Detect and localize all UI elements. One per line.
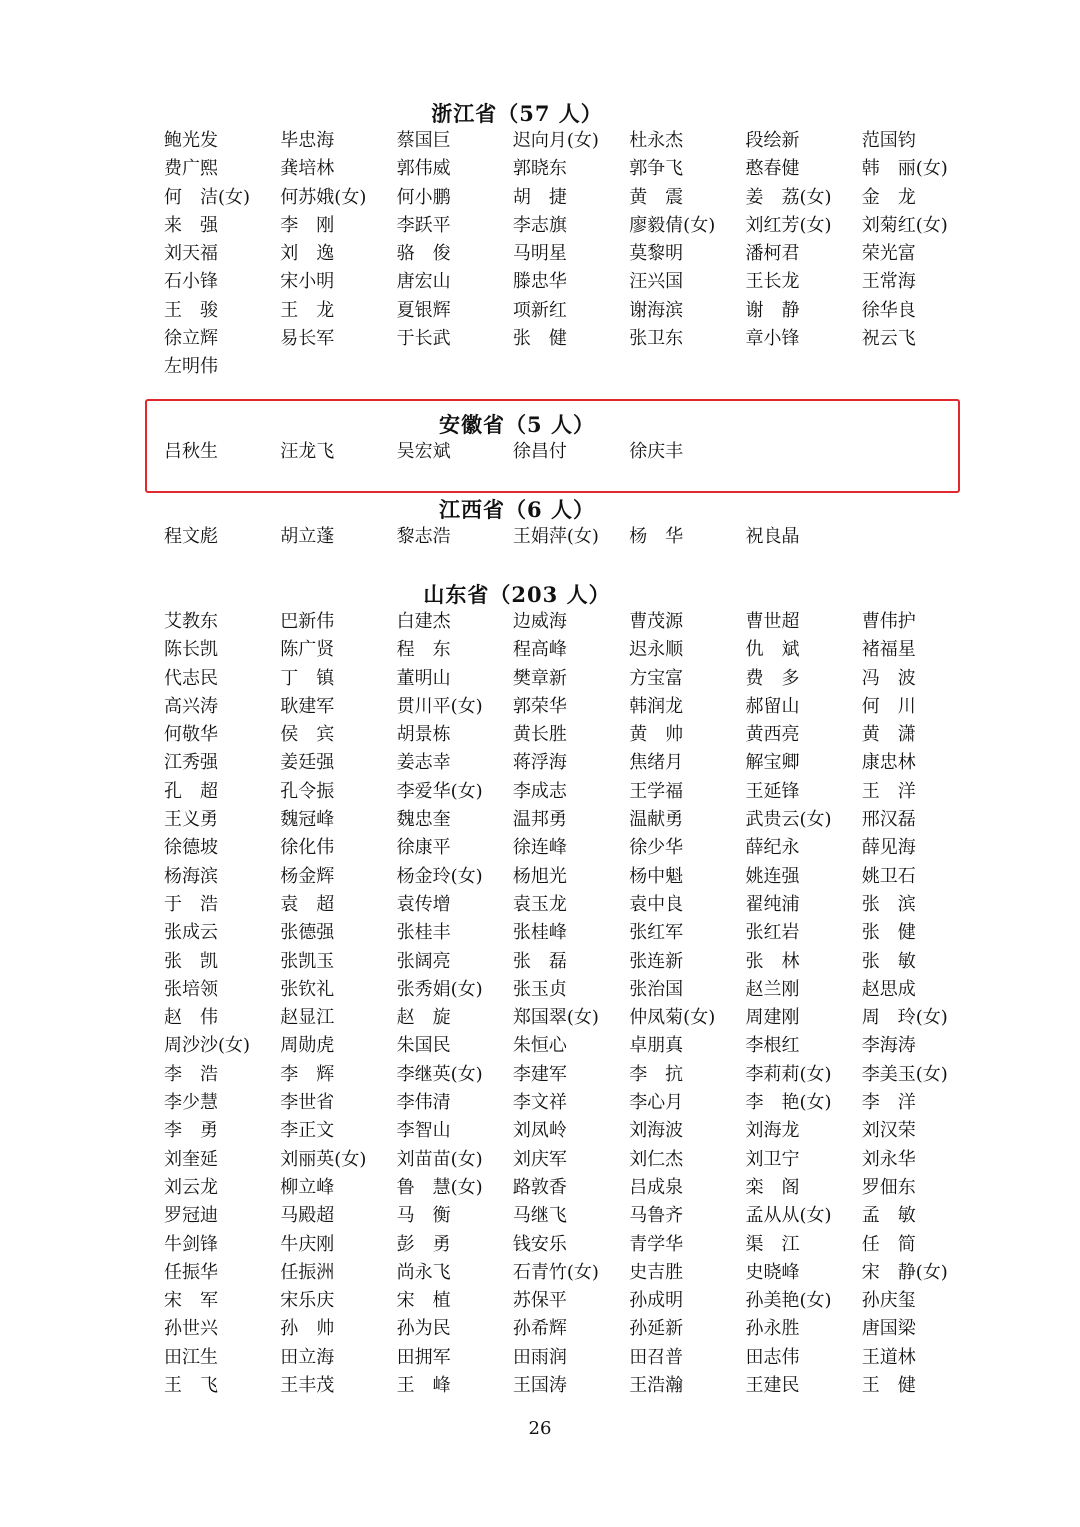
name-entry: 张治国 <box>629 978 684 1000</box>
name-entry: 董明山 <box>396 667 451 689</box>
name-entry: 青学华 <box>629 1233 684 1255</box>
name-entry: 王学福 <box>629 780 684 802</box>
name-entry: 郑国翠(女) <box>512 1007 599 1029</box>
name-entry: 李根红 <box>745 1035 800 1057</box>
name-entry: 郭晓东 <box>512 158 567 180</box>
name-entry: 田拥军 <box>396 1346 451 1368</box>
name-entry: 彭 勇 <box>396 1233 451 1255</box>
name-entry: 渠 江 <box>745 1233 800 1255</box>
name-entry: 丁 镇 <box>280 667 335 689</box>
name-entry: 樊章新 <box>512 667 567 689</box>
name-entry: 张 林 <box>745 950 800 972</box>
name-entry: 徐化伟 <box>280 837 335 859</box>
name-entry: 周沙沙(女) <box>164 1035 251 1057</box>
name-entry: 唐国梁 <box>861 1318 916 1340</box>
name-entry: 鲁 慧(女) <box>396 1176 483 1198</box>
name-entry: 孔 超 <box>164 780 218 802</box>
name-entry: 曹世超 <box>745 611 800 632</box>
name-entry: 孙美艳(女) <box>745 1290 832 1312</box>
name-entry: 孙成明 <box>629 1290 684 1312</box>
name-entry: 曹伟护 <box>861 611 916 632</box>
name-entry: 杜永杰 <box>629 130 684 151</box>
name-entry: 刘永华 <box>861 1148 916 1170</box>
name-entry: 憨春健 <box>745 158 800 180</box>
name-entry: 曹茂源 <box>629 611 684 632</box>
name-entry: 马鲁齐 <box>629 1205 684 1227</box>
name-entry: 王建民 <box>745 1375 800 1397</box>
name-entry: 刘 逸 <box>280 243 335 265</box>
name-entry: 陈广贤 <box>280 639 335 661</box>
name-entry: 何敬华 <box>164 724 218 746</box>
name-entry: 仇 斌 <box>745 639 800 661</box>
name-entry: 赵兰刚 <box>745 978 800 1000</box>
name-entry: 张 凯 <box>164 950 218 972</box>
name-entry: 袁 超 <box>280 893 335 915</box>
name-entry: 刘云龙 <box>164 1176 218 1198</box>
name-entry: 钱安乐 <box>512 1233 567 1255</box>
name-entry: 张卫东 <box>629 328 684 350</box>
name-entry: 袁传增 <box>396 893 451 915</box>
name-entry: 路敦香 <box>512 1176 567 1198</box>
name-entry: 李成志 <box>512 780 567 802</box>
name-entry: 贯川平(女) <box>396 695 483 717</box>
name-entry: 杨中魁 <box>629 865 684 887</box>
name-entry: 王丰茂 <box>280 1375 335 1397</box>
highlight-box <box>145 399 960 493</box>
name-entry: 王浩瀚 <box>629 1375 684 1397</box>
name-entry: 李正文 <box>280 1120 335 1142</box>
name-entry: 仲凤菊(女) <box>629 1007 716 1029</box>
name-entry: 何小鹏 <box>396 186 451 208</box>
name-entry: 王道林 <box>861 1346 916 1368</box>
name-entry: 刘海龙 <box>745 1120 800 1142</box>
name-entry: 王娟萍(女) <box>512 526 599 547</box>
name-grid <box>164 127 978 382</box>
name-entry: 方宝富 <box>629 667 684 689</box>
name-entry: 张红岩 <box>745 922 800 944</box>
name-entry: 左明伟 <box>164 356 218 378</box>
name-entry: 黄 潇 <box>861 724 916 746</box>
name-entry: 李 抗 <box>629 1063 684 1085</box>
name-entry: 江秀强 <box>164 752 218 774</box>
name-entry: 金 龙 <box>861 186 916 208</box>
name-entry: 田江生 <box>164 1346 218 1368</box>
name-entry: 张桂峰 <box>512 922 567 944</box>
name-entry: 汪兴国 <box>629 271 684 293</box>
name-entry: 赵思成 <box>861 978 916 1000</box>
name-entry: 祝良晶 <box>745 526 800 547</box>
name-entry: 孙庆玺 <box>861 1290 916 1312</box>
name-entry: 孔令振 <box>280 780 335 802</box>
name-entry: 夏银辉 <box>396 299 451 321</box>
name-entry: 滕忠华 <box>512 271 567 293</box>
name-entry: 程文彪 <box>164 526 218 547</box>
name-entry: 费广熙 <box>164 158 218 180</box>
name-entry: 李文祥 <box>512 1092 567 1114</box>
name-entry: 张桂丰 <box>396 922 451 944</box>
name-entry: 刘凤岭 <box>512 1120 567 1142</box>
name-entry: 孙延新 <box>629 1318 684 1340</box>
name-entry: 韩润龙 <box>629 695 684 717</box>
name-entry: 徐庆丰 <box>629 441 684 462</box>
name-entry: 薛见海 <box>861 837 916 859</box>
name-entry: 张玉贞 <box>512 978 567 1000</box>
name-entry: 潘柯君 <box>745 243 800 265</box>
name-entry: 罗佃东 <box>861 1176 916 1198</box>
name-entry: 刘卫宁 <box>745 1148 800 1170</box>
name-entry: 郭争飞 <box>629 158 684 180</box>
name-entry: 张 健 <box>512 328 567 350</box>
name-entry: 刘菊红(女) <box>861 214 948 236</box>
name-entry: 段绘新 <box>745 130 800 151</box>
name-entry: 张 滨 <box>861 893 916 915</box>
name-entry: 姜廷强 <box>280 752 335 774</box>
name-entry: 冯 波 <box>861 667 916 689</box>
name-entry: 项新红 <box>512 299 567 321</box>
name-entry: 尚永飞 <box>396 1261 451 1283</box>
name-entry: 徐少华 <box>629 837 684 859</box>
name-entry: 柳立峰 <box>280 1176 335 1198</box>
name-entry: 李心月 <box>629 1092 684 1114</box>
name-entry: 刘奎延 <box>164 1148 218 1170</box>
name-entry: 王延锋 <box>745 780 800 802</box>
name-entry: 黄西亮 <box>745 724 800 746</box>
name-entry: 边威海 <box>512 611 567 632</box>
name-entry: 张秀娟(女) <box>396 978 483 1000</box>
name-entry: 栾 阁 <box>745 1176 800 1198</box>
name-entry: 翟纯浦 <box>745 893 800 915</box>
name-entry: 赵 伟 <box>164 1007 218 1029</box>
name-entry: 解宝卿 <box>745 752 800 774</box>
name-entry: 于长武 <box>396 328 451 350</box>
name-entry: 徐立辉 <box>164 328 218 350</box>
name-entry: 张培领 <box>164 978 218 1000</box>
name-entry: 田志伟 <box>745 1346 800 1368</box>
name-entry: 姚连强 <box>745 865 800 887</box>
name-entry: 宋乐庆 <box>280 1290 335 1312</box>
name-entry: 牛剑锋 <box>164 1233 218 1255</box>
name-entry: 温献勇 <box>629 809 684 831</box>
name-entry: 祝云飞 <box>861 328 916 350</box>
name-entry: 李 辉 <box>280 1063 335 1085</box>
name-entry: 郭伟威 <box>396 158 451 180</box>
name-entry: 胡立蓬 <box>280 526 335 547</box>
name-entry: 孟 敏 <box>861 1205 916 1227</box>
name-entry: 卓朋真 <box>629 1035 684 1057</box>
name-entry: 姜 荔(女) <box>745 186 832 208</box>
name-entry: 任 简 <box>861 1233 916 1255</box>
name-entry: 杨金玲(女) <box>396 865 483 887</box>
section-title: 江西省（6 人） <box>439 497 595 522</box>
name-entry: 徐德坡 <box>164 837 218 859</box>
name-entry: 莫黎明 <box>629 243 684 265</box>
name-entry: 温邦勇 <box>512 809 567 831</box>
name-entry: 马殿超 <box>280 1205 335 1227</box>
name-entry: 焦绪月 <box>629 752 684 774</box>
name-entry: 刘海波 <box>629 1120 684 1142</box>
name-entry: 张 敏 <box>861 950 916 972</box>
name-entry: 王 飞 <box>164 1375 218 1397</box>
name-entry: 张钦礼 <box>280 978 335 1000</box>
name-entry: 蔡国巨 <box>396 130 451 151</box>
name-entry: 刘苗苗(女) <box>396 1148 483 1170</box>
name-entry: 褚福星 <box>861 639 916 661</box>
name-entry: 黄 帅 <box>629 724 684 746</box>
name-entry: 代志民 <box>164 667 218 689</box>
name-entry: 韩 丽(女) <box>861 158 948 180</box>
name-entry: 任振洲 <box>280 1261 335 1283</box>
name-entry: 迟永顺 <box>629 639 684 661</box>
name-entry: 朱恒心 <box>512 1035 567 1057</box>
name-entry: 张红军 <box>629 922 684 944</box>
name-entry: 石小锋 <box>164 271 218 293</box>
name-entry: 李爱华(女) <box>396 780 483 802</box>
name-entry: 吕成泉 <box>629 1176 684 1198</box>
name-entry: 宋 军 <box>164 1290 218 1312</box>
name-entry: 宋 静(女) <box>861 1261 948 1283</box>
name-entry: 王 峰 <box>396 1375 451 1397</box>
name-entry: 孙永胜 <box>745 1318 800 1340</box>
name-entry: 汪龙飞 <box>280 441 335 462</box>
name-entry: 张成云 <box>164 922 218 944</box>
name-entry: 邢汉磊 <box>861 809 916 831</box>
name-entry: 周建刚 <box>745 1007 800 1029</box>
name-entry: 杨金辉 <box>280 865 335 887</box>
name-entry: 魏冠峰 <box>280 809 335 831</box>
name-entry: 孙 帅 <box>280 1318 335 1340</box>
name-entry: 程高峰 <box>512 639 567 661</box>
name-entry: 李世省 <box>280 1092 335 1114</box>
name-entry: 张 磊 <box>512 950 567 972</box>
name-entry: 李跃平 <box>396 214 451 236</box>
name-entry: 侯 宾 <box>280 724 335 746</box>
name-entry: 牛庆刚 <box>280 1233 335 1255</box>
name-entry: 毕忠海 <box>280 130 335 151</box>
name-entry: 刘天福 <box>164 243 218 265</box>
name-entry: 田召普 <box>629 1346 684 1368</box>
name-entry: 何苏娥(女) <box>280 186 367 208</box>
name-entry: 周勋虎 <box>280 1035 335 1057</box>
name-entry: 李 洋 <box>861 1092 916 1114</box>
name-entry: 薛纪永 <box>745 837 800 859</box>
name-entry: 张德强 <box>280 922 335 944</box>
name-entry: 王 健 <box>861 1375 916 1397</box>
name-entry: 张阔亮 <box>396 950 451 972</box>
name-entry: 姚卫石 <box>861 865 916 887</box>
name-entry: 刘汉荣 <box>861 1120 916 1142</box>
name-entry: 袁中良 <box>629 893 684 915</box>
name-entry: 艾教东 <box>164 611 218 632</box>
name-entry: 田立海 <box>280 1346 335 1368</box>
name-entry: 李 刚 <box>280 214 335 236</box>
name-entry: 宋 植 <box>396 1290 451 1312</box>
name-entry: 马明星 <box>512 243 567 265</box>
name-entry: 武贵云(女) <box>745 809 832 831</box>
name-entry: 徐康平 <box>396 837 451 859</box>
name-entry: 李海涛 <box>861 1035 916 1057</box>
name-entry: 龚培林 <box>280 158 335 180</box>
name-entry: 刘红芳(女) <box>745 214 832 236</box>
name-entry: 徐昌付 <box>512 441 567 462</box>
name-entry: 荣光富 <box>861 243 916 265</box>
name-entry: 巴新伟 <box>280 611 335 632</box>
name-entry: 蒋浮海 <box>512 752 567 774</box>
name-entry: 廖毅倩(女) <box>629 214 716 236</box>
name-entry: 费 多 <box>745 667 800 689</box>
name-entry: 李 艳(女) <box>745 1092 832 1114</box>
name-entry: 李智山 <box>396 1120 451 1142</box>
name-entry: 刘庆军 <box>512 1148 567 1170</box>
name-entry: 马继飞 <box>512 1205 567 1227</box>
name-entry: 耿建军 <box>280 695 335 717</box>
name-entry: 赵显江 <box>280 1007 335 1029</box>
name-entry: 孙为民 <box>396 1318 451 1340</box>
name-entry: 刘丽英(女) <box>280 1148 367 1170</box>
name-entry: 陈长凯 <box>164 639 218 661</box>
name-entry: 王常海 <box>861 271 916 293</box>
name-entry: 易长军 <box>280 328 335 350</box>
section-title: 安徽省（5 人） <box>439 412 595 437</box>
name-entry: 袁玉龙 <box>512 893 567 915</box>
name-entry: 石青竹(女) <box>512 1261 599 1283</box>
name-entry: 苏保平 <box>512 1290 567 1312</box>
name-entry: 谢海滨 <box>629 299 684 321</box>
name-entry: 孟从从(女) <box>745 1205 832 1227</box>
name-entry: 李 浩 <box>164 1063 218 1085</box>
name-entry: 王义勇 <box>164 809 218 831</box>
name-entry: 何 洁(女) <box>164 186 251 208</box>
name-entry: 黎志浩 <box>396 526 451 547</box>
name-entry: 魏忠奎 <box>396 809 451 831</box>
name-entry: 谢 静 <box>745 299 800 321</box>
name-entry: 李伟清 <box>396 1092 451 1114</box>
name-entry: 杨旭光 <box>512 865 567 887</box>
section-title: 浙江省（57 人） <box>431 101 603 126</box>
name-entry: 李莉莉(女) <box>745 1063 832 1085</box>
name-entry: 周 玲(女) <box>861 1007 948 1029</box>
name-entry: 张 健 <box>861 922 916 944</box>
name-entry: 张连新 <box>629 950 684 972</box>
name-entry: 朱国民 <box>396 1035 451 1057</box>
name-entry: 李建军 <box>512 1063 567 1085</box>
name-entry: 骆 俊 <box>396 243 451 265</box>
name-entry: 于 浩 <box>164 893 218 915</box>
name-entry: 范国钧 <box>861 130 916 151</box>
name-entry: 王长龙 <box>745 271 800 293</box>
name-entry: 郝留山 <box>745 695 800 717</box>
name-entry: 姜志幸 <box>396 752 451 774</box>
name-entry: 何 川 <box>861 695 916 717</box>
name-entry: 王 洋 <box>861 780 916 802</box>
name-entry: 白建杰 <box>396 611 451 632</box>
name-entry: 田雨润 <box>512 1346 567 1368</box>
name-entry: 吴宏斌 <box>396 441 451 462</box>
name-grid <box>164 523 978 551</box>
name-entry: 任振华 <box>164 1261 218 1283</box>
name-entry: 宋小明 <box>280 271 335 293</box>
name-entry: 王 龙 <box>280 299 335 321</box>
name-entry: 李美玉(女) <box>861 1063 948 1085</box>
name-entry: 黄长胜 <box>512 724 567 746</box>
name-entry: 高兴涛 <box>164 695 218 717</box>
name-entry: 李少慧 <box>164 1092 218 1114</box>
name-entry: 徐华良 <box>861 299 916 321</box>
name-entry: 黄 震 <box>629 186 684 208</box>
name-entry: 胡景栋 <box>396 724 451 746</box>
name-entry: 康忠林 <box>861 752 916 774</box>
name-entry: 李继英(女) <box>396 1063 483 1085</box>
section-title: 山东省（203 人） <box>423 582 611 607</box>
name-entry: 来 强 <box>164 214 218 236</box>
name-entry: 刘仁杰 <box>629 1148 684 1170</box>
name-entry: 鲍光发 <box>164 130 218 151</box>
name-entry: 杨海滨 <box>164 865 218 887</box>
name-entry: 王 骏 <box>164 299 218 321</box>
name-entry: 唐宏山 <box>396 271 451 293</box>
page-number: 26 <box>528 1418 552 1439</box>
name-entry: 程 东 <box>396 639 451 661</box>
name-entry: 马 衡 <box>396 1205 451 1227</box>
name-entry: 徐连峰 <box>512 837 567 859</box>
name-grid <box>164 608 978 1400</box>
name-entry: 胡 捷 <box>512 186 567 208</box>
name-entry: 杨 华 <box>629 526 684 547</box>
name-entry: 赵 旋 <box>396 1007 451 1029</box>
name-entry: 张凯玉 <box>280 950 335 972</box>
name-entry: 孙世兴 <box>164 1318 218 1340</box>
name-entry: 李志旗 <box>512 214 567 236</box>
name-entry: 吕秋生 <box>164 441 218 462</box>
name-entry: 章小锋 <box>745 328 800 350</box>
name-entry: 王国涛 <box>512 1375 567 1397</box>
name-entry: 罗冠迪 <box>164 1205 218 1227</box>
name-entry: 李 勇 <box>164 1120 218 1142</box>
name-entry: 迟向月(女) <box>512 130 599 151</box>
name-entry: 孙希辉 <box>512 1318 567 1340</box>
name-entry: 史晓峰 <box>745 1261 800 1283</box>
name-entry: 史吉胜 <box>629 1261 684 1283</box>
name-entry: 郭荣华 <box>512 695 567 717</box>
